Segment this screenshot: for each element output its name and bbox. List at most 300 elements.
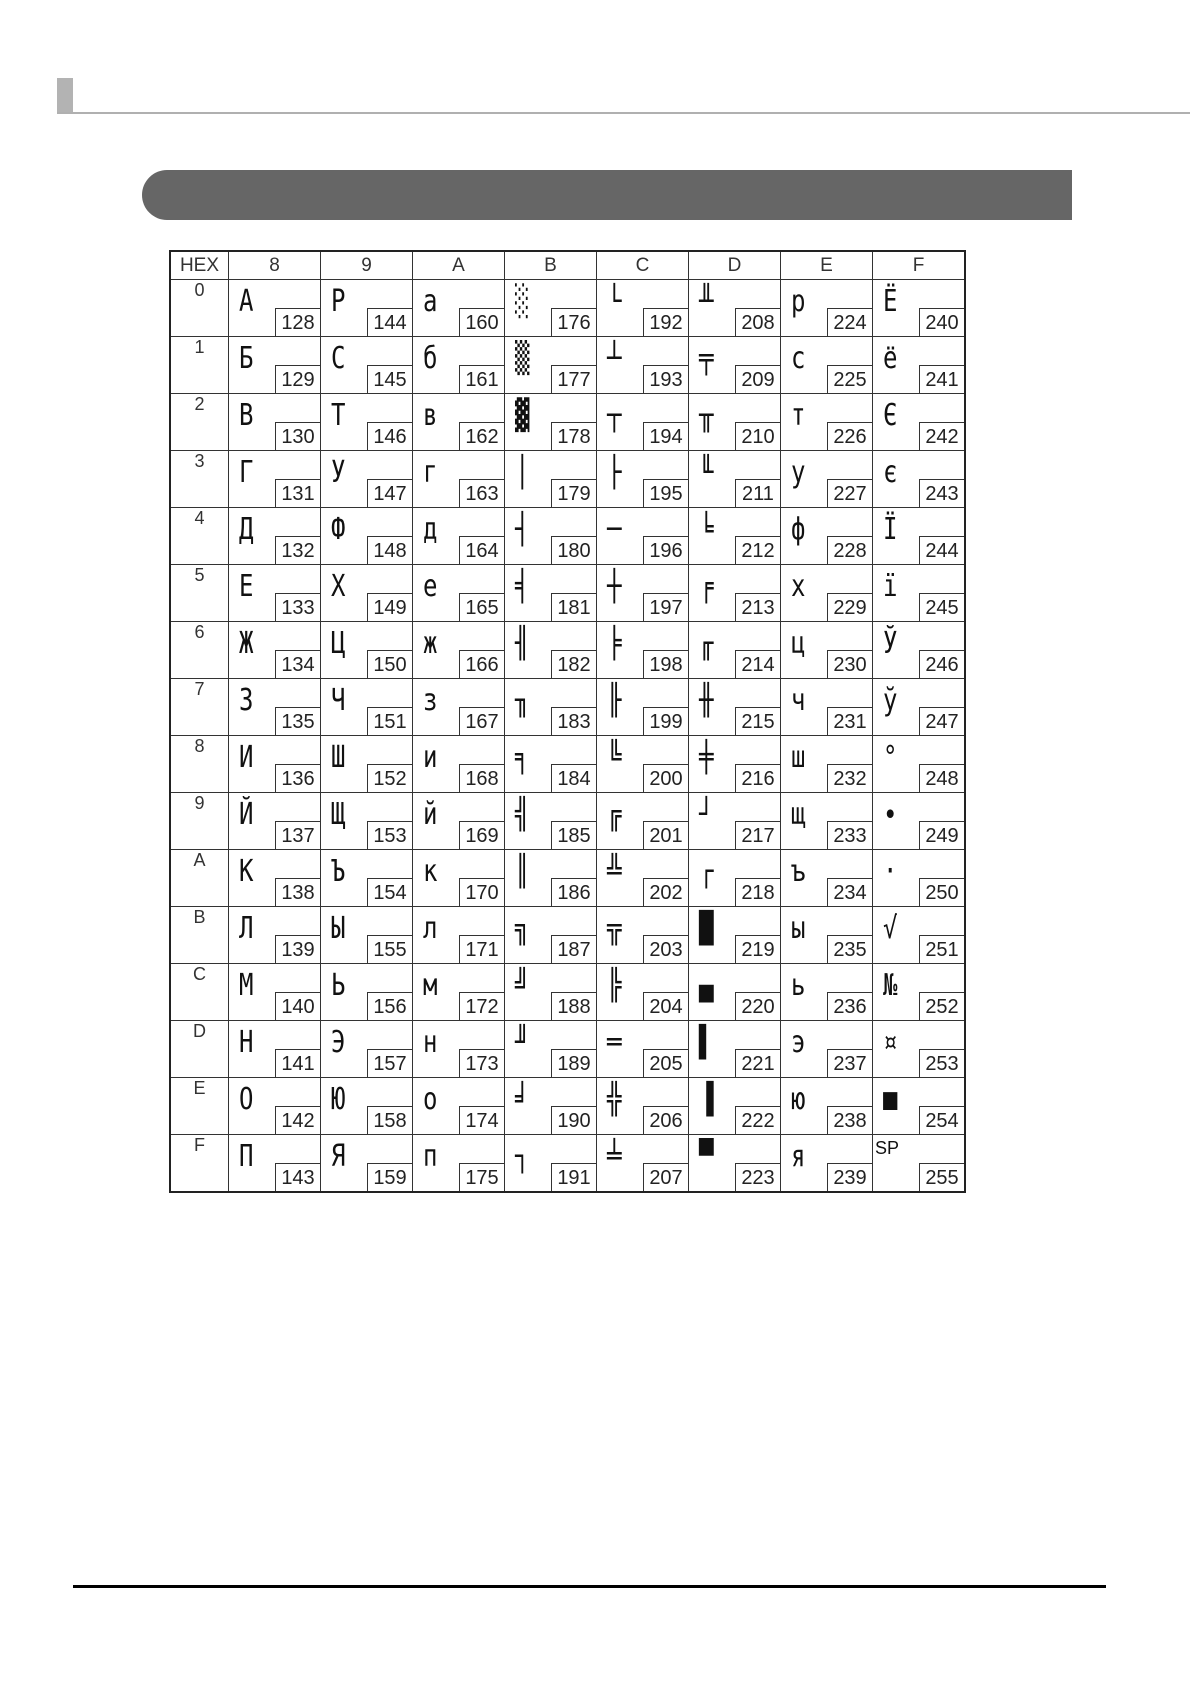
glyph: Й	[239, 797, 254, 832]
table-row	[170, 907, 965, 964]
column-header-F: F	[873, 251, 966, 280]
char-cell	[597, 679, 689, 736]
char-cell	[413, 964, 505, 1021]
char-cell	[505, 565, 597, 622]
char-cell	[321, 1078, 413, 1135]
decimal-code: 179	[551, 479, 596, 507]
char-cell	[689, 907, 781, 964]
glyph: ┌	[699, 854, 714, 889]
glyph: г	[423, 455, 438, 490]
glyph: ш	[791, 740, 806, 775]
row-header-1: 1	[170, 337, 229, 394]
section-title-banner	[142, 170, 1072, 220]
column-header-D: D	[689, 251, 781, 280]
decimal-code: 205	[643, 1049, 688, 1077]
decimal-code: 153	[367, 821, 412, 849]
row-header-2: 2	[170, 394, 229, 451]
table-row	[170, 679, 965, 736]
char-cell	[781, 964, 873, 1021]
decimal-code: 229	[827, 593, 872, 621]
decimal-code: 210	[735, 422, 780, 450]
glyph: SP	[875, 1138, 900, 1158]
glyph: о	[423, 1082, 438, 1117]
char-cell	[505, 793, 597, 850]
glyph: №	[883, 968, 898, 1003]
glyph: Н	[239, 1025, 254, 1060]
decimal-code: 162	[459, 422, 504, 450]
decimal-code: 160	[459, 308, 504, 336]
glyph: Э	[331, 1025, 346, 1060]
decimal-code: 227	[827, 479, 872, 507]
glyph: Б	[239, 341, 254, 376]
decimal-code: 252	[919, 992, 964, 1020]
decimal-code: 144	[367, 308, 412, 336]
glyph: Ц	[331, 626, 346, 661]
char-cell	[321, 1021, 413, 1078]
char-cell	[505, 394, 597, 451]
glyph: ╚	[607, 740, 622, 775]
glyph: П	[239, 1139, 254, 1174]
glyph: ╟	[607, 683, 622, 718]
char-cell	[781, 394, 873, 451]
decimal-code: 207	[643, 1163, 688, 1191]
decimal-code: 225	[827, 365, 872, 393]
char-cell	[781, 850, 873, 907]
char-cell	[505, 451, 597, 508]
char-cell	[413, 451, 505, 508]
char-cell	[413, 622, 505, 679]
decimal-code: 200	[643, 764, 688, 792]
glyph: У	[331, 455, 346, 490]
decimal-code: 135	[275, 707, 320, 735]
char-cell	[689, 736, 781, 793]
decimal-code: 231	[827, 707, 872, 735]
decimal-code: 166	[459, 650, 504, 678]
glyph: у	[791, 455, 806, 490]
glyph: щ	[791, 797, 806, 832]
decimal-code: 217	[735, 821, 780, 849]
decimal-code: 232	[827, 764, 872, 792]
glyph: т	[791, 398, 806, 433]
char-cell	[597, 622, 689, 679]
glyph: ┤	[515, 512, 530, 547]
char-cell	[229, 907, 321, 964]
glyph: ╣	[515, 797, 530, 832]
row-header-6: 6	[170, 622, 229, 679]
decimal-code: 212	[735, 536, 780, 564]
decimal-code: 164	[459, 536, 504, 564]
glyph: И	[239, 740, 254, 775]
decimal-code: 190	[551, 1106, 596, 1134]
row-header-A: A	[170, 850, 229, 907]
char-cell	[597, 850, 689, 907]
glyph: ▒	[515, 341, 530, 376]
glyph: Ш	[331, 740, 346, 775]
char-cell	[781, 280, 873, 337]
decimal-code: 155	[367, 935, 412, 963]
char-cell	[689, 565, 781, 622]
char-cell	[229, 280, 321, 337]
glyph: ├	[607, 455, 622, 490]
decimal-code: 172	[459, 992, 504, 1020]
glyph: ▄	[699, 968, 714, 1003]
char-cell	[689, 508, 781, 565]
decimal-code: 148	[367, 536, 412, 564]
char-cell	[597, 565, 689, 622]
char-cell	[413, 850, 505, 907]
char-cell	[413, 565, 505, 622]
char-cell	[505, 679, 597, 736]
char-cell	[321, 451, 413, 508]
char-cell	[229, 451, 321, 508]
char-cell	[229, 736, 321, 793]
glyph: б	[423, 341, 438, 376]
char-cell	[413, 337, 505, 394]
char-cell	[689, 964, 781, 1021]
decimal-code: 195	[643, 479, 688, 507]
decimal-code: 216	[735, 764, 780, 792]
glyph: ╢	[515, 626, 530, 661]
glyph: ф	[791, 512, 806, 547]
char-cell	[229, 850, 321, 907]
char-cell	[781, 337, 873, 394]
decimal-code: 255	[919, 1163, 964, 1191]
table-row	[170, 508, 965, 565]
decimal-code: 221	[735, 1049, 780, 1077]
char-cell	[781, 736, 873, 793]
decimal-code: 243	[919, 479, 964, 507]
decimal-code: 254	[919, 1106, 964, 1134]
glyph: Я	[331, 1139, 346, 1174]
char-cell	[505, 850, 597, 907]
decimal-code: 157	[367, 1049, 412, 1077]
table-row	[170, 793, 965, 850]
char-cell	[229, 337, 321, 394]
glyph: Ф	[331, 512, 346, 547]
glyph: В	[239, 398, 254, 433]
glyph: ╞	[607, 626, 622, 661]
glyph: Ў	[883, 626, 898, 661]
glyph: ─	[607, 512, 622, 547]
char-cell	[413, 907, 505, 964]
glyph: К	[239, 854, 254, 889]
char-cell	[781, 1078, 873, 1135]
decimal-code: 174	[459, 1106, 504, 1134]
glyph: ▓	[515, 398, 530, 433]
row-header-9: 9	[170, 793, 229, 850]
column-header-A: A	[413, 251, 505, 280]
char-cell	[689, 622, 781, 679]
decimal-code: 137	[275, 821, 320, 849]
decimal-code: 223	[735, 1163, 780, 1191]
table-row	[170, 337, 965, 394]
table-row	[170, 1135, 965, 1193]
char-cell	[873, 964, 966, 1021]
glyph: ╨	[699, 284, 714, 319]
glyph: н	[423, 1025, 438, 1060]
decimal-code: 213	[735, 593, 780, 621]
char-cell	[413, 1135, 505, 1193]
glyph: с	[791, 341, 806, 376]
decimal-code: 238	[827, 1106, 872, 1134]
char-cell	[229, 1021, 321, 1078]
decimal-code: 193	[643, 365, 688, 393]
glyph: ░	[515, 284, 530, 319]
glyph: ╧	[607, 1139, 622, 1174]
footer-rule	[73, 1585, 1106, 1588]
char-cell	[413, 679, 505, 736]
char-cell	[321, 508, 413, 565]
decimal-code: 208	[735, 308, 780, 336]
glyph: в	[423, 398, 438, 433]
glyph: Ж	[239, 626, 254, 661]
row-header-D: D	[170, 1021, 229, 1078]
decimal-code: 224	[827, 308, 872, 336]
glyph: и	[423, 740, 438, 775]
glyph: ┘	[699, 797, 714, 832]
decimal-code: 146	[367, 422, 412, 450]
glyph: п	[423, 1139, 438, 1174]
decimal-code: 236	[827, 992, 872, 1020]
char-cell	[229, 679, 321, 736]
glyph: м	[423, 968, 438, 1003]
char-cell	[689, 793, 781, 850]
decimal-code: 154	[367, 878, 412, 906]
decimal-code: 218	[735, 878, 780, 906]
code-page-table	[169, 250, 966, 1193]
glyph: ╖	[515, 683, 530, 718]
glyph: я	[791, 1139, 806, 1174]
table-row	[170, 280, 965, 337]
decimal-code: 132	[275, 536, 320, 564]
decimal-code: 233	[827, 821, 872, 849]
decimal-code: 199	[643, 707, 688, 735]
glyph: С	[331, 341, 346, 376]
glyph: ▀	[699, 1139, 714, 1174]
decimal-code: 192	[643, 308, 688, 336]
char-cell	[781, 508, 873, 565]
decimal-code: 134	[275, 650, 320, 678]
column-header-C: C	[597, 251, 689, 280]
decimal-code: 186	[551, 878, 596, 906]
column-header-B: B	[505, 251, 597, 280]
decimal-code: 170	[459, 878, 504, 906]
glyph: ╓	[699, 626, 714, 661]
decimal-code: 241	[919, 365, 964, 393]
char-cell	[873, 451, 966, 508]
char-cell	[505, 337, 597, 394]
table-row	[170, 850, 965, 907]
char-cell	[597, 1078, 689, 1135]
glyph: Ю	[331, 1082, 346, 1117]
glyph: ю	[791, 1082, 806, 1117]
decimal-code: 183	[551, 707, 596, 735]
glyph: ╫	[699, 683, 714, 718]
glyph: Є	[883, 398, 898, 433]
table-row	[170, 394, 965, 451]
glyph: ║	[515, 854, 530, 889]
glyph: ї	[883, 569, 898, 604]
char-cell	[873, 1021, 966, 1078]
decimal-code: 184	[551, 764, 596, 792]
decimal-code: 141	[275, 1049, 320, 1077]
decimal-code: 181	[551, 593, 596, 621]
decimal-code: 248	[919, 764, 964, 792]
decimal-code: 246	[919, 650, 964, 678]
char-cell	[597, 907, 689, 964]
decimal-code: 133	[275, 593, 320, 621]
column-header-8: 8	[229, 251, 321, 280]
section-tab-marker	[57, 78, 73, 113]
char-cell	[505, 964, 597, 1021]
decimal-code: 250	[919, 878, 964, 906]
glyph: э	[791, 1025, 806, 1060]
glyph: ╜	[515, 1025, 530, 1060]
decimal-code: 197	[643, 593, 688, 621]
glyph: Ї	[883, 512, 898, 547]
glyph: ·	[883, 854, 898, 889]
glyph: ╠	[607, 968, 622, 1003]
glyph: ╔	[607, 797, 622, 832]
char-cell	[597, 736, 689, 793]
decimal-code: 211	[735, 479, 780, 507]
decimal-code: 247	[919, 707, 964, 735]
char-cell	[873, 1078, 966, 1135]
char-cell	[689, 1078, 781, 1135]
glyph: Е	[239, 569, 254, 604]
char-cell	[321, 622, 413, 679]
char-cell	[781, 1135, 873, 1193]
decimal-code: 222	[735, 1106, 780, 1134]
decimal-code: 203	[643, 935, 688, 963]
decimal-code: 129	[275, 365, 320, 393]
glyph: х	[791, 569, 806, 604]
glyph: к	[423, 854, 438, 889]
char-cell	[781, 907, 873, 964]
table-row	[170, 1078, 965, 1135]
char-cell	[689, 280, 781, 337]
decimal-code: 131	[275, 479, 320, 507]
decimal-code: 149	[367, 593, 412, 621]
char-cell	[321, 565, 413, 622]
glyph: ╛	[515, 1082, 530, 1117]
glyph: ы	[791, 911, 806, 946]
char-cell	[873, 622, 966, 679]
glyph: ▐	[699, 1082, 714, 1117]
char-cell	[873, 1135, 966, 1193]
glyph: р	[791, 284, 806, 319]
decimal-code: 220	[735, 992, 780, 1020]
decimal-code: 145	[367, 365, 412, 393]
glyph: Р	[331, 284, 346, 319]
glyph: Л	[239, 911, 254, 946]
glyph: е	[423, 569, 438, 604]
glyph: ╕	[515, 740, 530, 775]
column-header-9: 9	[321, 251, 413, 280]
glyph: з	[423, 683, 438, 718]
glyph: └	[607, 284, 622, 319]
decimal-code: 150	[367, 650, 412, 678]
decimal-code: 245	[919, 593, 964, 621]
glyph: ╤	[699, 341, 714, 376]
decimal-code: 167	[459, 707, 504, 735]
char-cell	[413, 508, 505, 565]
glyph: ┴	[607, 341, 622, 376]
glyph: А	[239, 284, 254, 319]
decimal-code: 177	[551, 365, 596, 393]
decimal-code: 171	[459, 935, 504, 963]
glyph: О	[239, 1082, 254, 1117]
char-cell	[689, 394, 781, 451]
char-cell	[873, 793, 966, 850]
char-cell	[597, 793, 689, 850]
row-header-7: 7	[170, 679, 229, 736]
decimal-code: 194	[643, 422, 688, 450]
decimal-code: 206	[643, 1106, 688, 1134]
decimal-code: 209	[735, 365, 780, 393]
row-header-0: 0	[170, 280, 229, 337]
decimal-code: 219	[735, 935, 780, 963]
glyph: √	[883, 911, 898, 946]
char-cell	[229, 508, 321, 565]
char-cell	[321, 907, 413, 964]
char-cell	[873, 736, 966, 793]
decimal-code: 215	[735, 707, 780, 735]
decimal-code: 128	[275, 308, 320, 336]
decimal-code: 189	[551, 1049, 596, 1077]
glyph: ╒	[699, 569, 714, 604]
glyph: Д	[239, 512, 254, 547]
decimal-code: 158	[367, 1106, 412, 1134]
char-cell	[873, 394, 966, 451]
decimal-code: 168	[459, 764, 504, 792]
char-cell	[321, 1135, 413, 1193]
glyph: ў	[883, 683, 898, 718]
glyph: ╘	[699, 512, 714, 547]
char-cell	[229, 394, 321, 451]
char-cell	[873, 337, 966, 394]
decimal-code: 235	[827, 935, 872, 963]
char-cell	[229, 964, 321, 1021]
decimal-code: 165	[459, 593, 504, 621]
decimal-code: 152	[367, 764, 412, 792]
glyph: █	[699, 911, 714, 946]
char-cell	[229, 565, 321, 622]
glyph: ╬	[607, 1082, 622, 1117]
glyph: ж	[423, 626, 438, 661]
decimal-code: 147	[367, 479, 412, 507]
header-rule	[57, 112, 1190, 114]
hex-corner-header: HEX	[170, 251, 229, 280]
decimal-code: 159	[367, 1163, 412, 1191]
decimal-code: 163	[459, 479, 504, 507]
decimal-code: 176	[551, 308, 596, 336]
row-header-8: 8	[170, 736, 229, 793]
glyph: Щ	[331, 797, 346, 832]
decimal-code: 187	[551, 935, 596, 963]
decimal-code: 204	[643, 992, 688, 1020]
glyph: Х	[331, 569, 346, 604]
char-cell	[781, 565, 873, 622]
glyph: Т	[331, 398, 346, 433]
char-cell	[321, 280, 413, 337]
char-cell	[321, 337, 413, 394]
char-cell	[597, 964, 689, 1021]
char-cell	[413, 1078, 505, 1135]
decimal-code: 142	[275, 1106, 320, 1134]
decimal-code: 136	[275, 764, 320, 792]
row-header-3: 3	[170, 451, 229, 508]
